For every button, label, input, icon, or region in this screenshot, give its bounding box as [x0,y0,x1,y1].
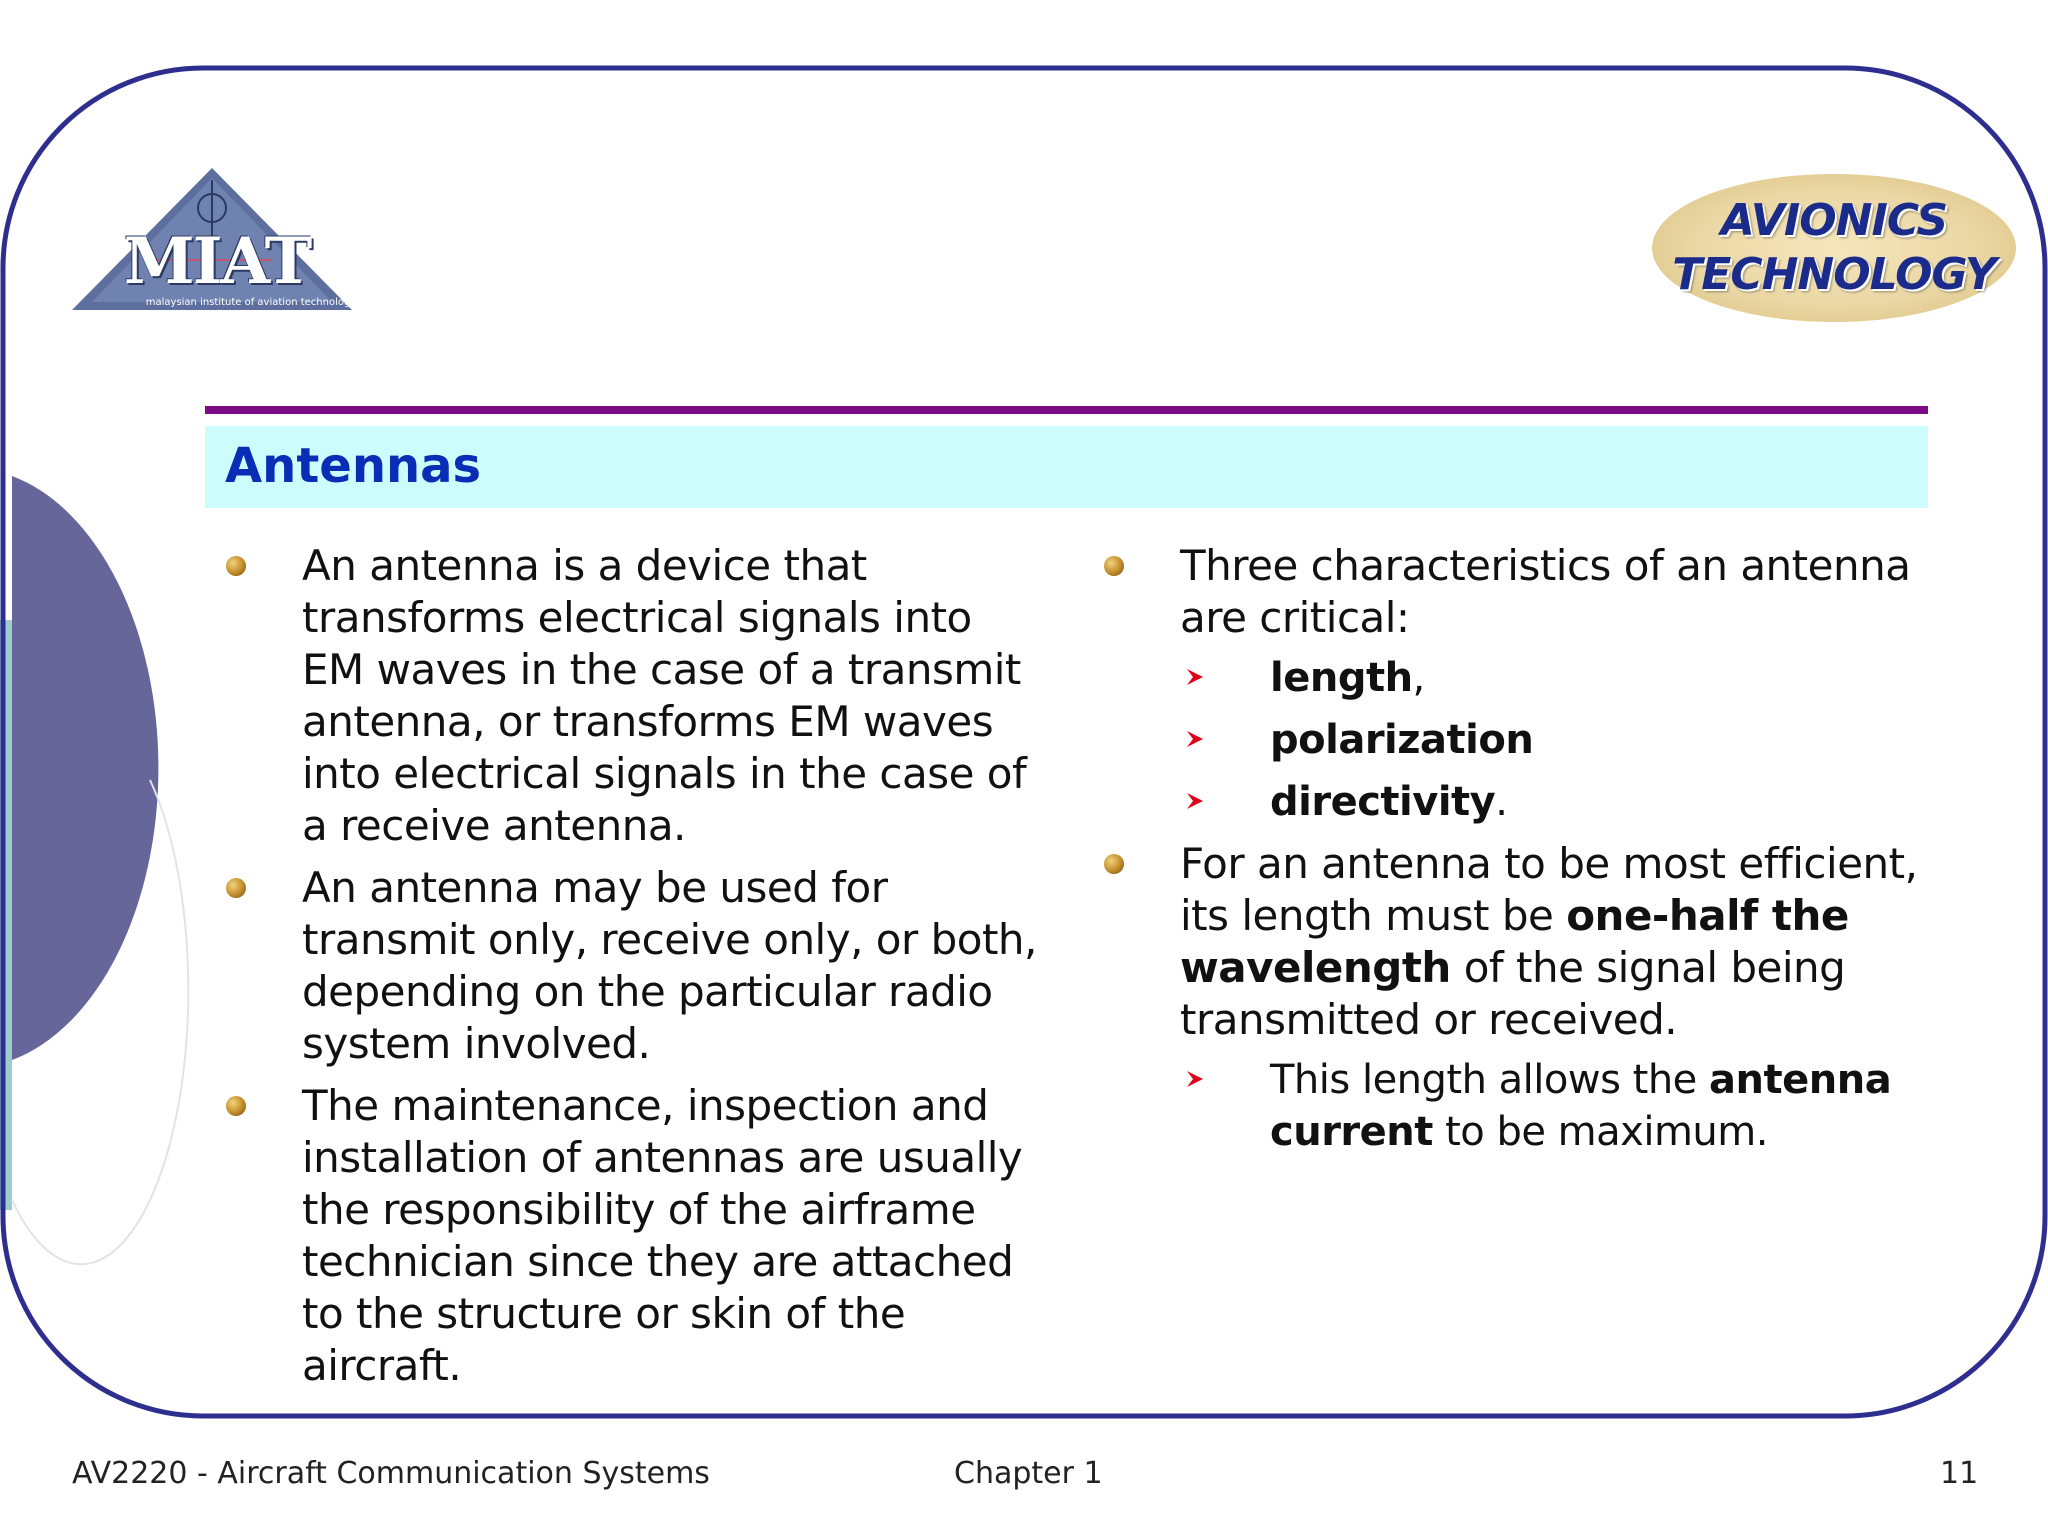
sub-item-rest: , [1412,655,1425,701]
arrow-bullet-icon [1184,790,1206,812]
avionics-badge [1652,174,2016,322]
arrow-bullet-icon [1184,728,1206,750]
footer-course: AV2220 - Aircraft Communication Systems [72,1456,710,1491]
list-item [1100,838,1920,1158]
arrow-bullet-icon [1184,1068,1206,1090]
bullet-text: An antenna may be used for transmit only, receive only, or both, depending on the particular radio system involved. [302,863,1037,1068]
sub-list [1180,652,1920,828]
bullet-text-bold: one-half the wavelength [1180,891,1849,992]
title-bar [205,426,1928,508]
footer-page-number: 11 [1940,1456,1979,1491]
left-bullet-list [222,540,1042,1392]
list-item [222,862,1042,1070]
bullet-dot-icon [226,878,246,898]
badge-line-1: AVIONICS [1720,195,1948,246]
sub-list [1180,1054,1920,1158]
side-disc [12,476,158,1060]
miat-logo [72,160,362,320]
logo-subtitle: malaysian institute of aviation technology [145,297,357,308]
bullet-dot-icon [226,556,246,576]
sub-item-rest: . [1495,779,1508,825]
slide-title: Antennas [225,438,482,494]
footer-chapter: Chapter 1 [954,1456,1103,1491]
left-column [222,540,1042,1402]
sub-item [1180,652,1920,704]
arrow-bullet-icon [1184,666,1206,688]
sub-item-post: to be maximum. [1432,1109,1768,1155]
list-item [1100,540,1920,828]
bullet-dot-icon [1104,854,1124,874]
right-column [1100,540,1920,1168]
bullet-text-pre: For an antenna to be most efficient, its length must be [1180,839,1918,940]
bullet-text: Three characteristics of an antenna are critical: [1180,541,1911,642]
sub-item [1180,714,1920,766]
right-bullet-list [1100,540,1920,1158]
sub-item [1180,1054,1920,1158]
bullet-dot-icon [1104,556,1124,576]
sub-item-pre: This length allows the [1270,1057,1710,1103]
bullet-dot-icon [226,1096,246,1116]
list-item [222,1080,1042,1392]
badge-line-2: TECHNOLOGY [1672,249,1996,300]
logo-text: MIAT [123,224,311,299]
sub-item-bold: polarization [1270,717,1534,763]
bullet-text: The maintenance, inspection and installation of antennas are usually the responsibility of the airframe technician since they are attached to the structure or skin of the aircraft. [302,1081,1023,1390]
title-rule [205,406,1928,414]
bullet-text-post: of the signal being transmitted or received. [1180,943,1846,1044]
sub-item-bold: directivity [1270,779,1496,825]
bullet-text: An antenna is a device that transforms electrical signals into EM waves in the case of a transmit antenna, or transforms EM waves into electrical signals in the case of a receive antenna. [302,541,1027,850]
sub-item [1180,776,1920,828]
list-item [222,540,1042,852]
sub-item-bold: antenna current [1270,1057,1892,1155]
sub-item-bold: length [1270,655,1413,701]
